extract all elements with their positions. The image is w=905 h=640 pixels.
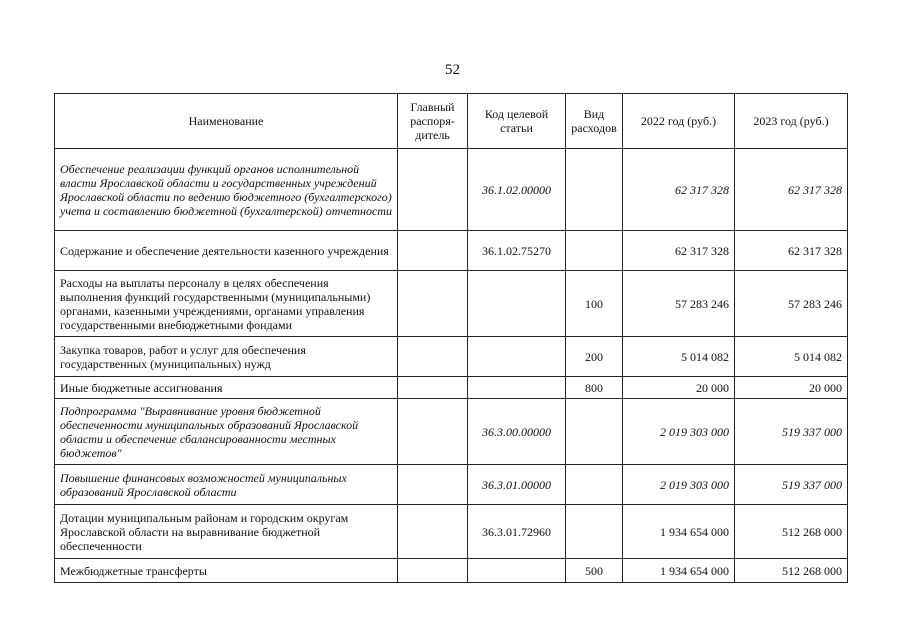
row-2023: 519 337 000: [735, 465, 848, 505]
row-2022: 5 014 082: [623, 337, 735, 377]
row-2022: 62 317 328: [623, 149, 735, 231]
table-row: [55, 505, 848, 559]
row-code: 36.3.01.72960: [468, 505, 566, 559]
row-vid: 100: [566, 271, 623, 337]
row-2022: 2 019 303 000: [623, 465, 735, 505]
row-code: 36.3.00.00000: [468, 399, 566, 465]
table-row: [55, 337, 848, 377]
header-vid: Вид расходов: [566, 94, 623, 149]
row-name: Дотации муниципальным районам и городским округам Ярославской области на выравнивание бюджетной обеспеченности: [55, 505, 398, 559]
row-2023: 519 337 000: [735, 399, 848, 465]
row-2023: 57 283 246: [735, 271, 848, 337]
row-vid: 200: [566, 337, 623, 377]
row-name: Содержание и обеспечение деятельности казенного учреждения: [55, 231, 398, 271]
row-glav: [398, 399, 468, 465]
row-2022: 2 019 303 000: [623, 399, 735, 465]
table-row: [55, 377, 848, 399]
row-vid: [566, 231, 623, 271]
header-code: Код целевой статьи: [468, 94, 566, 149]
table-row: [55, 271, 848, 337]
row-name: Закупка товаров, работ и услуг для обеспечения государственных (муниципальных) нужд: [55, 337, 398, 377]
row-code: 36.1.02.00000: [468, 149, 566, 231]
row-2022: 57 283 246: [623, 271, 735, 337]
header-2022: 2022 год (руб.): [623, 94, 735, 149]
budget-table: [54, 93, 848, 583]
header-name: Наименование: [55, 94, 398, 149]
table-row: [55, 231, 848, 271]
row-code: [468, 271, 566, 337]
header-glav: Главный распоря-дитель: [398, 94, 468, 149]
row-2023: 5 014 082: [735, 337, 848, 377]
row-vid: 800: [566, 377, 623, 399]
row-vid: [566, 149, 623, 231]
row-code: 36.3.01.00000: [468, 465, 566, 505]
row-name: Повышение финансовых возможностей муниципальных образований Ярославской области: [55, 465, 398, 505]
row-glav: [398, 559, 468, 583]
row-2022: 20 000: [623, 377, 735, 399]
row-2022: 1 934 654 000: [623, 505, 735, 559]
header-2023: 2023 год (руб.): [735, 94, 848, 149]
table-header-row: [55, 94, 848, 149]
row-name: Расходы на выплаты персоналу в целях обеспечения выполнения функций государственными (муниципальными) органами, казенными учреждениями, органами управления государственными внебюджетными фондами: [55, 271, 398, 337]
row-2023: 512 268 000: [735, 559, 848, 583]
row-vid: [566, 465, 623, 505]
row-2023: 512 268 000: [735, 505, 848, 559]
row-2022: 1 934 654 000: [623, 559, 735, 583]
table-row: [55, 559, 848, 583]
row-name: Подпрограмма "Выравнивание уровня бюджетной обеспеченности муниципальных образований Ярославской области и обеспечение сбалансированности местных бюджетов": [55, 399, 398, 465]
row-vid: 500: [566, 559, 623, 583]
row-name: Межбюджетные трансферты: [55, 559, 398, 583]
row-2023: 62 317 328: [735, 231, 848, 271]
row-glav: [398, 465, 468, 505]
row-code: [468, 337, 566, 377]
row-vid: [566, 505, 623, 559]
table-row: [55, 399, 848, 465]
row-glav: [398, 505, 468, 559]
row-name: Обеспечение реализации функций органов исполнительной власти Ярославской области и государственных учреждений Ярославской области по ведению бюджетного (бухгалтерского) учета и составлению бюджетной (бухгалтерской) отчетности: [55, 149, 398, 231]
row-2023: 20 000: [735, 377, 848, 399]
row-glav: [398, 149, 468, 231]
row-code: [468, 377, 566, 399]
row-glav: [398, 337, 468, 377]
row-code: [468, 559, 566, 583]
row-glav: [398, 231, 468, 271]
row-glav: [398, 271, 468, 337]
row-2023: 62 317 328: [735, 149, 848, 231]
table-row: [55, 465, 848, 505]
page-number: 52: [445, 62, 460, 78]
row-glav: [398, 377, 468, 399]
row-2022: 62 317 328: [623, 231, 735, 271]
row-code: 36.1.02.75270: [468, 231, 566, 271]
table-row: [55, 149, 848, 231]
row-vid: [566, 399, 623, 465]
row-name: Иные бюджетные ассигнования: [55, 377, 398, 399]
